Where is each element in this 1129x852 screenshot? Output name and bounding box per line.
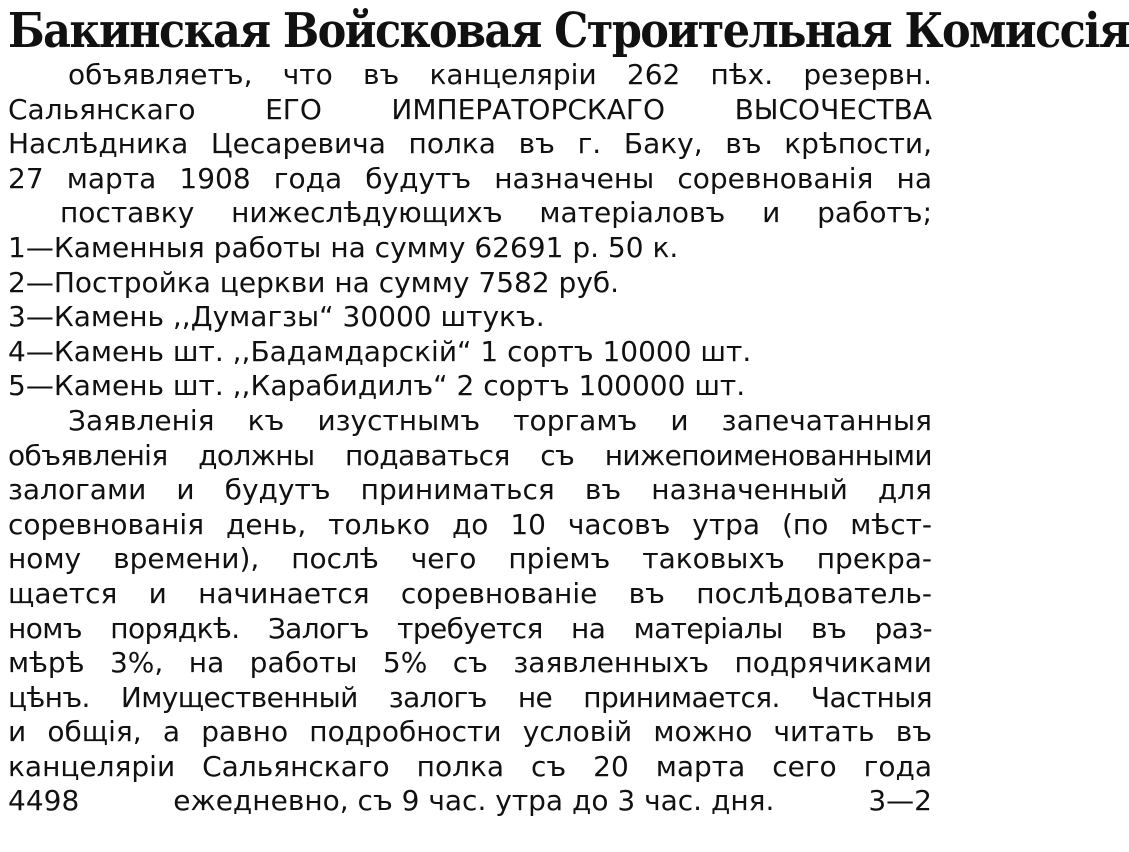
intro-line: поставку нижеслѣдующихъ матеріаловъ и работъ; [60, 196, 932, 230]
office-hours: ежедневно, съ 9 час. утра до 3 час. дня. [173, 784, 775, 818]
body-line: Заявленія къ изустнымъ торгамъ и запечатанныя [68, 403, 932, 437]
body-line: объявленія должны подаваться съ нижепоименованными [8, 438, 932, 472]
list-item: 1—Каменныя работы на сумму 62691 р. 50 к. [8, 230, 679, 264]
body-line: залогами и будутъ приниматься въ назначенный для [8, 473, 932, 507]
conditions-paragraph [8, 404, 932, 819]
items-list [8, 231, 932, 404]
list-item: 5—Камень шт. ,,Карабидилъ“ 2 сортъ 100000 шт. [8, 369, 746, 403]
issue-marker: 3—2 [868, 784, 932, 818]
intro-line: объявляетъ, что въ канцеляріи 262 пѣх. резервн. [68, 58, 932, 91]
intro-line: Сальянскаго ЕГО ИМПЕРАТОРСКАГО ВЫСОЧЕСТВА [8, 92, 932, 126]
notice-number: 4498 [8, 784, 80, 818]
body-line: ному времени), послѣ чего пріемъ таковыхъ прекра- [8, 542, 932, 576]
body-line: цѣнъ. Имущественный залогъ не принимается. Частныя [8, 680, 932, 714]
body-line: соревнованія день, только до 10 часовъ утра (по мѣст- [8, 507, 932, 541]
body-line: канцеляріи Сальянскаго полка съ 20 марта сего года [8, 749, 932, 783]
list-item: 4—Камень шт. ,,Бадамдарскій“ 1 сортъ 10000 шт. [8, 334, 752, 368]
body-line: щается и начинается соревнованіе въ послѣдователь- [8, 576, 932, 610]
intro-line: 27 марта 1908 года будутъ назначены соревнованія на [8, 161, 932, 195]
list-item: 2—Постройка церкви на сумму 7582 руб. [8, 265, 620, 299]
body-line: и общія, а равно подробности условій можно читать въ [8, 715, 932, 749]
body-line: мѣрѣ 3%, на работы 5% съ заявленныхъ подрячиками [8, 646, 932, 680]
notice-headline: Бакинская Войсковая Строительная Комиссія [8, 3, 1129, 60]
intro-paragraph [8, 58, 932, 231]
closing-line [8, 784, 932, 819]
list-item: 3—Камень ,,Думагзы“ 30000 штукъ. [8, 300, 545, 334]
body-line: номъ порядкѣ. Залогъ требуется на матеріалы въ раз- [8, 611, 932, 645]
intro-line: Наслѣдника Цесаревича полка въ г. Баку, въ крѣпости, [8, 127, 932, 161]
